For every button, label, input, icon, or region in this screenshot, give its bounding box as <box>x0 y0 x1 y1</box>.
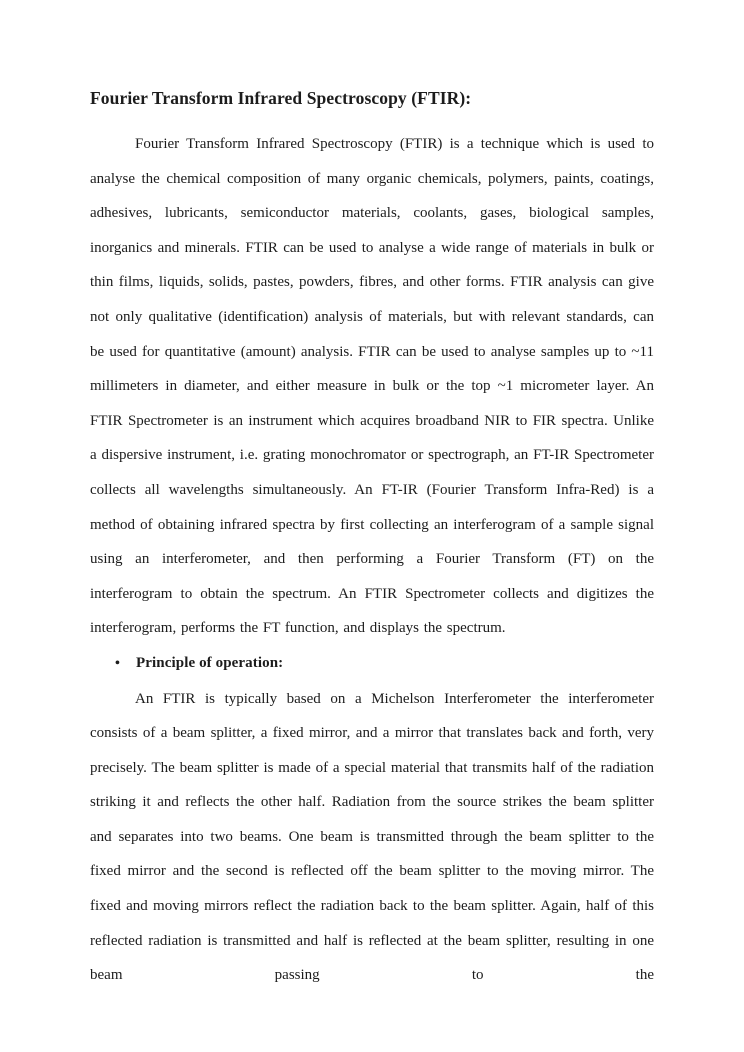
bullet-item-principle <box>90 646 654 682</box>
bullet-heading: Principle of operation: <box>136 654 284 671</box>
page-title: Fourier Transform Infrared Spectroscopy (FTIR): <box>90 88 472 108</box>
paragraph-principle-of-operation: An FTIR is typically based on a Michelson Interferometer the interferometer consists of a beam splitter, a fixed mirror, and a mirror that translates back and forth, very precisely. The beam splitter is made of a special material that transmits half of the radiation striking it and reflects the other half. Radiation from the source strikes the beam splitter and separates into two beams. One beam is transmitted through the beam splitter to the fixed mirror and the second is reflected off the beam splitter to the moving mirror. The fixed and moving mirrors reflect the radiation back to the beam splitter. Again, half of this reflected radiation is transmitted and half is reflected at the beam splitter, resulting in one beam passing to the <box>90 690 654 984</box>
bullet-icon: • <box>115 655 120 671</box>
paragraph-ftir-intro: Fourier Transform Infrared Spectroscopy (FTIR) is a technique which is used to analyse the chemical composition of many organic chemicals, polymers, paints, coatings, adhesives, lubricants, semiconductor materials, coolants, gases, biological samples, inorganics and minerals. FTIR can be used to analyse a wide range of materials in bulk or thin films, liquids, solids, pastes, powders, fibres, and other forms. FTIR analysis can give not only qualitative (identification) analysis of materials, but with relevant standards, can be used for quantitative (amount) analysis. FTIR can be used to analyse samples up to ~11 millimeters in diameter, and either measure in bulk or the top ~1 micrometer layer. An FTIR Spectrometer is an instrument which acquires broadband NIR to FIR spectra. Unlike a dispersive instrument, i.e. grating monochromator or spectrograph, an FT-IR Spectrometer collects all wavelengths simultaneously. An FT-IR (Fourier Transform Infra-Red) is a method of obtaining infrared spectra by first collecting an interferogram of a sample signal using an interferometer, and then performing a Fourier Transform (FT) on the interferogram to obtain the spectrum. An FTIR Spectrometer collects and digitizes the interferogram, performs the FT function, and displays the spectrum. <box>90 136 654 637</box>
